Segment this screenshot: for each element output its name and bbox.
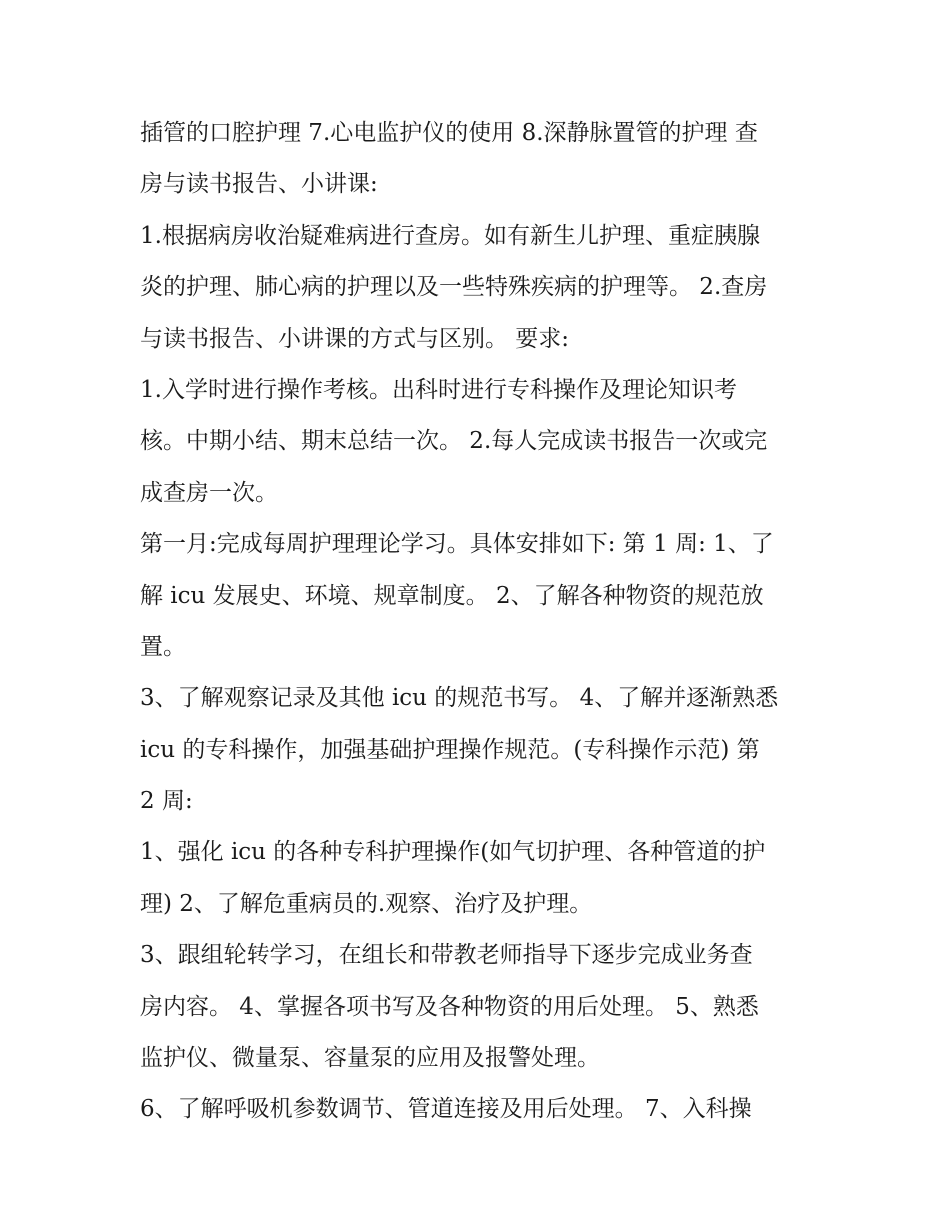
text-line: 1.根据病房收治疑难病进行查房。如有新生儿护理、重症胰腺: [140, 222, 760, 249]
text-line: 理) 2、了解危重病员的.观察、治疗及护理。: [140, 890, 593, 917]
text-line: icu 的专科操作，加强基础护理操作规范。(专科操作示范) 第: [140, 736, 760, 763]
text-line: 6、了解呼吸机参数调节、管道连接及用后处理。 7、入科操: [140, 1096, 752, 1123]
text-line: 2 周:: [140, 788, 193, 815]
text-line: 插管的口腔护理 7.心电监护仪的使用 8.深静脉置管的护理 查: [140, 120, 758, 146]
text-line: 房内容。 4、掌握各项书写及各种物资的用后处理。 5、熟悉: [140, 993, 759, 1020]
text-line: 解 icu 发展史、环境、规章制度。 2、了解各种物资的规范放: [140, 582, 764, 609]
text-line: 第一月:完成每周护理理论学习。具体安排如下: 第 1 周: 1、了: [140, 531, 774, 558]
text-line: 3、跟组轮转学习，在组长和带教老师指导下逐步完成业务查: [140, 942, 753, 969]
text-line: 置。: [140, 633, 186, 660]
text-line: 1、强化 icu 的各种专科护理操作(如气切护理、各种管道的护: [140, 839, 766, 866]
text-line: 监护仪、微量泵、容量泵的应用及报警处理。: [140, 1045, 600, 1072]
text-line: 房与读书报告、小讲课:: [140, 171, 378, 198]
text-line: 成查房一次。: [140, 479, 278, 506]
text-line: 3、了解观察记录及其他 icu 的规范书写。 4、了解并逐渐熟悉: [140, 685, 779, 712]
text-line: 1.入学时进行操作考核。出科时进行专科操作及理论知识考: [140, 376, 737, 403]
text-line: 炎的护理、肺心病的护理以及一些特殊疾病的护理等。 2.查房: [140, 274, 768, 301]
text-line: 核。中期小结、期末总结一次。 2.每人完成读书报告一次或完: [140, 428, 768, 455]
text-line: 与读书报告、小讲课的方式与区别。 要求:: [140, 325, 570, 352]
document-body: [140, 108, 820, 1136]
